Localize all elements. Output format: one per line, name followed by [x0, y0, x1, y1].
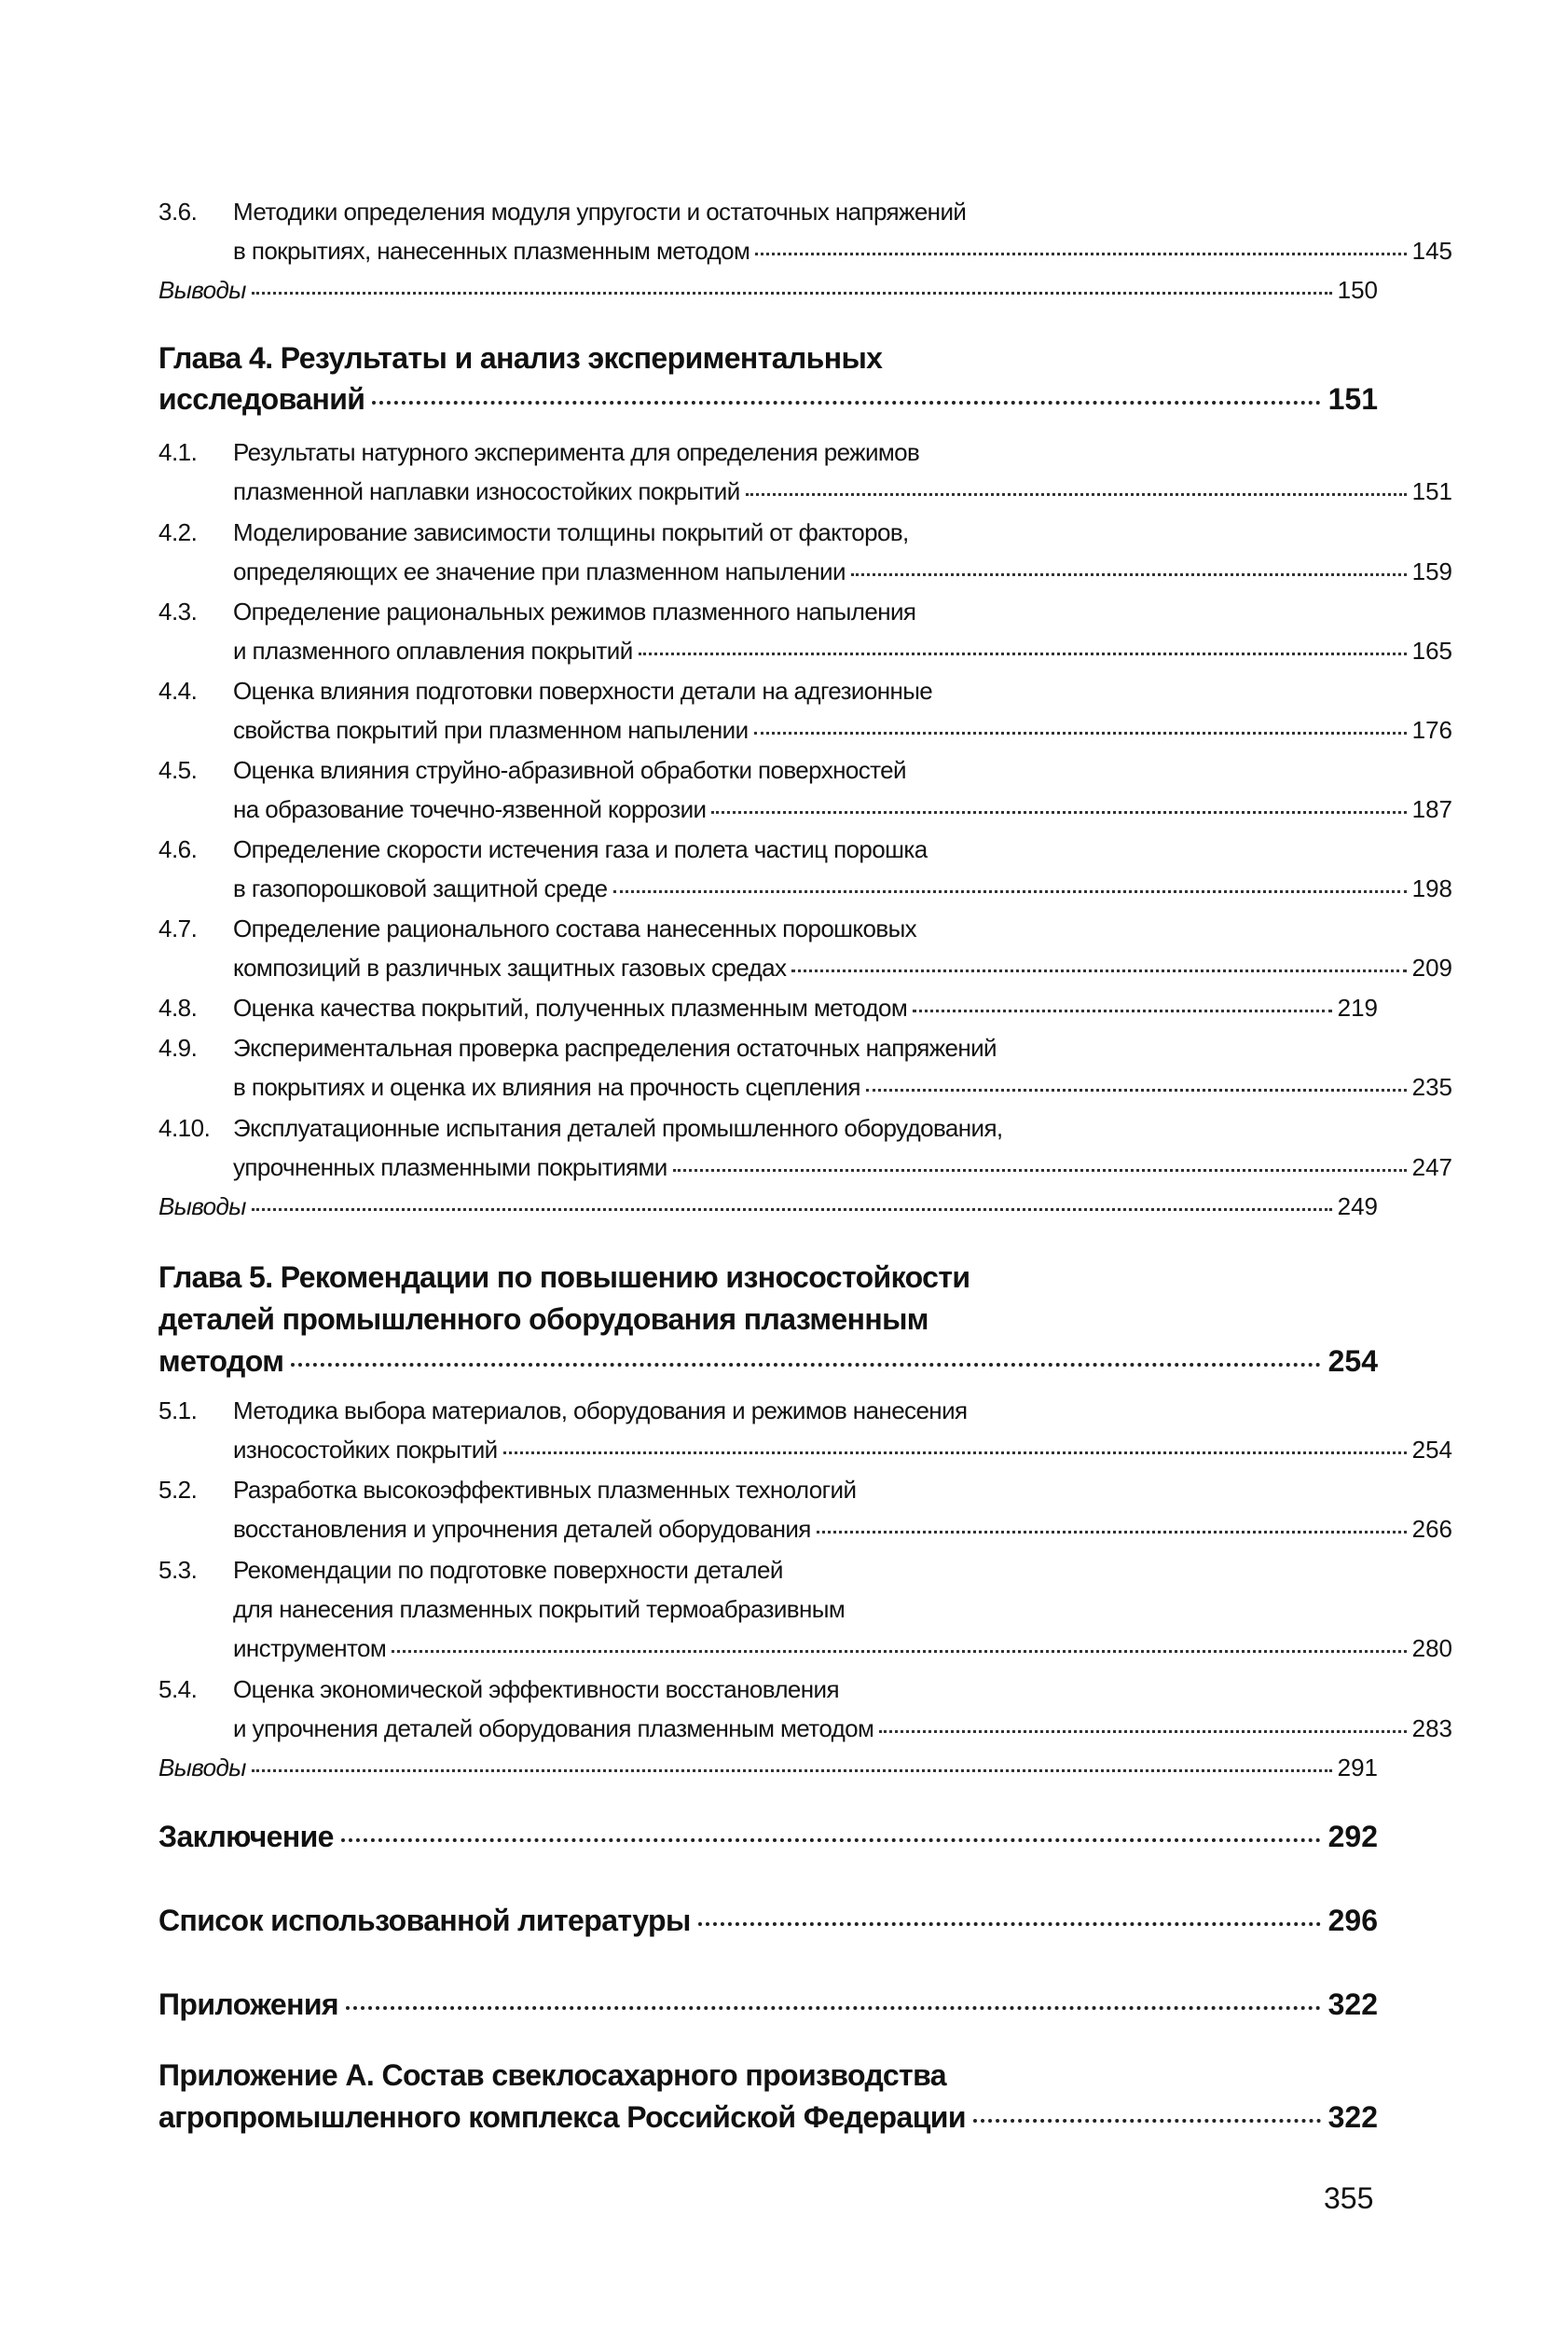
dot-leader: [913, 1010, 1331, 1012]
section-number: 4.8.: [158, 994, 198, 1022]
toc-entry-3-6[interactable]: [158, 198, 1378, 227]
toc-entry-conclusions-5[interactable]: [158, 1754, 1378, 1782]
toc-entry-5-1-cont[interactable]: [158, 1436, 1452, 1465]
dot-leader: [746, 493, 1407, 496]
section-title: Оценка качества покрытий, полученных плазменным методом: [233, 994, 908, 1022]
section-number: 4.7.: [158, 915, 198, 942]
toc-entry-appendix-a[interactable]: [158, 2058, 1378, 2093]
section-title: Определение скорости истечения газа и полета частиц порошка: [233, 835, 928, 863]
section-title-cont: для нанесения плазменных покрытий термоабразивным: [233, 1595, 846, 1623]
section-title-cont: инструментом: [233, 1634, 387, 1662]
section-title-cont: композиций в различных защитных газовых средах: [233, 954, 787, 982]
toc-entry-4-5[interactable]: [158, 756, 1378, 785]
page-ref: 198: [1411, 874, 1452, 902]
dot-leader: [754, 732, 1407, 735]
dot-leader: [613, 890, 1407, 893]
toc-entry-4-7[interactable]: [158, 915, 1378, 943]
dot-leader: [673, 1169, 1407, 1172]
chapter-4-heading-cont[interactable]: [158, 382, 1378, 417]
section-number: 5.2.: [158, 1476, 198, 1504]
dot-leader: [791, 970, 1406, 972]
toc-entry-4-9-cont[interactable]: [158, 1073, 1452, 1102]
dot-leader: [639, 653, 1407, 655]
conclusion-label: Заключение: [158, 1820, 334, 1853]
section-title: Результаты натурного эксперимента для определения режимов: [233, 438, 920, 466]
toc-entry-conclusions-4[interactable]: [158, 1192, 1378, 1221]
toc-entry-4-3-cont[interactable]: [158, 637, 1452, 666]
dot-leader: [372, 401, 1320, 405]
toc-entry-4-2-cont[interactable]: [158, 557, 1452, 586]
dot-leader: [341, 1838, 1321, 1842]
page-ref: 249: [1337, 1192, 1378, 1220]
toc-entry-5-3-cont[interactable]: [158, 1595, 1452, 1624]
dot-leader: [866, 1089, 1407, 1092]
page-ref: 150: [1337, 276, 1378, 304]
section-number: 4.5.: [158, 756, 198, 784]
page-ref: 291: [1337, 1754, 1378, 1781]
conclusions-label: Выводы: [158, 1192, 246, 1220]
toc-entry-4-9[interactable]: [158, 1034, 1378, 1063]
toc-entry-appendices[interactable]: [158, 1987, 1378, 2022]
section-title: Оценка влияния подготовки поверхности детали на адгезионные: [233, 677, 933, 705]
toc-entry-4-10[interactable]: [158, 1114, 1378, 1143]
chapter-title-cont: методом: [158, 1344, 284, 1378]
toc-entry-5-4[interactable]: [158, 1675, 1378, 1704]
page-number: 355: [1324, 2181, 1374, 2215]
page-ref: 145: [1411, 237, 1452, 265]
toc-entry-4-4-cont[interactable]: [158, 716, 1452, 745]
section-number: 5.3.: [158, 1556, 198, 1584]
toc-entry-3-6-cont[interactable]: [158, 237, 1452, 266]
dot-leader: [879, 1730, 1406, 1733]
conclusions-label: Выводы: [158, 1754, 246, 1781]
chapter-title-cont: исследований: [158, 382, 365, 416]
toc-entry-4-1-cont[interactable]: [158, 477, 1452, 506]
section-number: 4.6.: [158, 835, 198, 863]
chapter-title: Глава 5. Рекомендации по повышению износостойкости: [158, 1260, 970, 1294]
page-ref: 247: [1411, 1153, 1452, 1181]
chapter-5-heading-cont2[interactable]: [158, 1344, 1378, 1379]
section-title: Эксплуатационные испытания деталей промышленного оборудования,: [233, 1114, 1003, 1142]
dot-leader: [503, 1451, 1407, 1454]
toc-entry-4-6-cont[interactable]: [158, 874, 1452, 903]
toc-entry-4-3[interactable]: [158, 598, 1378, 626]
toc-entry-5-3[interactable]: [158, 1556, 1378, 1585]
toc-entry-conclusion[interactable]: [158, 1820, 1378, 1854]
chapter-4-heading[interactable]: [158, 341, 1378, 376]
page-ref: 322: [1327, 1987, 1378, 2021]
toc-entry-5-1[interactable]: [158, 1396, 1378, 1425]
page-ref: 219: [1337, 994, 1378, 1022]
section-title: Определение рациональных режимов плазменного напыления: [233, 598, 916, 626]
section-title: Рекомендации по подготовке поверхности деталей: [233, 1556, 783, 1584]
dot-leader: [252, 1208, 1332, 1211]
toc-entry-4-1[interactable]: [158, 438, 1378, 467]
toc-entry-4-2[interactable]: [158, 518, 1378, 547]
page-ref: 283: [1411, 1714, 1452, 1742]
section-title: Оценка влияния струйно-абразивной обработки поверхностей: [233, 756, 906, 784]
toc-entry-conclusions-3[interactable]: [158, 276, 1378, 305]
section-title-cont: восстановления и упрочнения деталей оборудования: [233, 1515, 811, 1543]
page-ref: 187: [1411, 795, 1452, 823]
dot-leader: [817, 1531, 1407, 1533]
conclusions-label: Выводы: [158, 276, 246, 304]
section-title: Разработка высокоэффективных плазменных технологий: [233, 1476, 857, 1504]
page-ref: 151: [1327, 382, 1378, 416]
section-title: Экспериментальная проверка распределения остаточных напряжений: [233, 1034, 997, 1062]
section-title-cont: свойства покрытий при плазменном напылении: [233, 716, 749, 744]
section-title-cont: в газопорошковой защитной среде: [233, 874, 608, 902]
section-title-cont: и упрочнения деталей оборудования плазменным методом: [233, 1714, 874, 1742]
section-title: Методика выбора материалов, оборудования и режимов нанесения: [233, 1396, 968, 1424]
chapter-5-heading-cont[interactable]: [158, 1302, 1378, 1337]
page-ref: 176: [1411, 716, 1452, 744]
page-ref: 280: [1411, 1634, 1452, 1662]
section-number: 5.1.: [158, 1396, 198, 1424]
dot-leader: [346, 2006, 1321, 2010]
section-title-cont: плазменной наплавки износостойких покрытий: [233, 477, 740, 505]
dot-leader: [851, 573, 1407, 576]
page-ref: 296: [1327, 1904, 1378, 1937]
dot-leader: [252, 292, 1332, 295]
dot-leader: [755, 253, 1406, 255]
dot-leader: [711, 811, 1406, 814]
section-title: Оценка экономической эффективности восстановления: [233, 1675, 839, 1703]
chapter-title-cont: деталей промышленного оборудования плазменным: [158, 1302, 928, 1336]
toc-entry-4-6[interactable]: [158, 835, 1378, 864]
section-number: 3.6.: [158, 198, 198, 226]
toc-entry-appendix-a-cont[interactable]: [158, 2100, 1378, 2135]
section-title: Определение рационального состава нанесенных порошковых: [233, 915, 917, 942]
toc-entry-5-2[interactable]: [158, 1476, 1378, 1505]
section-number: 4.2.: [158, 518, 198, 546]
section-number: 4.10.: [158, 1114, 211, 1142]
page-ref: 254: [1411, 1436, 1452, 1464]
section-title-cont: износостойких покрытий: [233, 1436, 498, 1464]
toc-entry-4-8[interactable]: [158, 994, 1378, 1023]
toc-entry-5-4-cont[interactable]: [158, 1714, 1452, 1743]
section-number: 4.3.: [158, 598, 198, 626]
toc-entry-4-10-cont[interactable]: [158, 1153, 1452, 1182]
section-title-cont: в покрытиях и оценка их влияния на прочность сцепления: [233, 1073, 860, 1101]
page-ref: 254: [1327, 1344, 1378, 1378]
page-ref: 322: [1327, 2100, 1378, 2134]
section-title: Методики определения модуля упругости и остаточных напряжений: [233, 198, 967, 226]
section-title-cont: определяющих ее значение при плазменном напылении: [233, 557, 846, 585]
toc-entry-4-7-cont[interactable]: [158, 954, 1452, 983]
appendices-label: Приложения: [158, 1987, 338, 2021]
appendix-a-title: Приложение А. Состав свеклосахарного производства: [158, 2058, 946, 2092]
page-ref: 235: [1411, 1073, 1452, 1101]
dot-leader: [698, 1922, 1321, 1926]
toc-entry-5-2-cont[interactable]: [158, 1515, 1452, 1544]
chapter-title: Глава 4. Результаты и анализ экспериментальных: [158, 341, 883, 375]
section-title: Моделирование зависимости толщины покрытий от факторов,: [233, 518, 909, 546]
toc-entry-references[interactable]: [158, 1904, 1378, 1938]
page-ref: 292: [1327, 1820, 1378, 1853]
appendix-a-title-cont: агропромышленного комплекса Российской Федерации: [158, 2100, 966, 2134]
page-ref: 209: [1411, 954, 1452, 982]
dot-leader: [252, 1769, 1332, 1772]
page-ref: 266: [1411, 1515, 1452, 1543]
dot-leader: [392, 1650, 1406, 1653]
dot-leader: [291, 1363, 1320, 1367]
section-number: 4.1.: [158, 438, 198, 466]
section-number: 4.4.: [158, 677, 198, 705]
page-ref: 165: [1411, 637, 1452, 665]
page-ref: 151: [1411, 477, 1452, 505]
dot-leader: [973, 2119, 1321, 2123]
section-title-cont: и плазменного оплавления покрытий: [233, 637, 633, 665]
section-title-cont: в покрытиях, нанесенных плазменным методом: [233, 237, 750, 265]
section-title-cont: на образование точечно-язвенной коррозии: [233, 795, 707, 823]
toc-entry-4-5-cont[interactable]: [158, 795, 1452, 824]
section-number: 5.4.: [158, 1675, 198, 1703]
chapter-5-heading[interactable]: [158, 1260, 1378, 1295]
section-number: 4.9.: [158, 1034, 198, 1062]
toc-entry-4-4[interactable]: [158, 677, 1378, 706]
section-title-cont: упрочненных плазменными покрытиями: [233, 1153, 667, 1181]
toc-entry-5-3-cont2[interactable]: [158, 1634, 1452, 1663]
page-ref: 159: [1411, 557, 1452, 585]
references-label: Список использованной литературы: [158, 1904, 691, 1937]
